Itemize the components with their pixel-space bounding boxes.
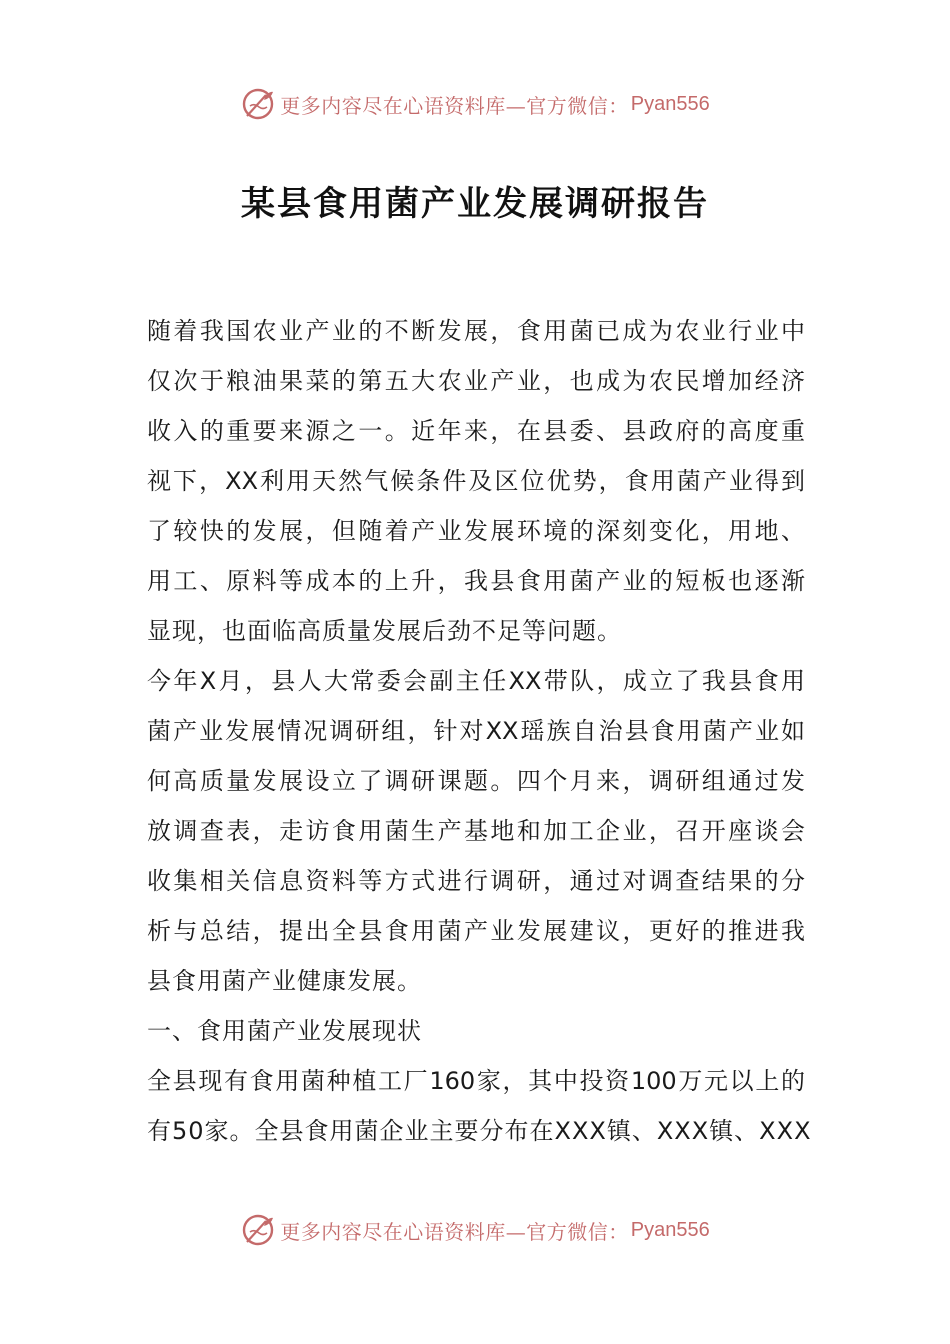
paragraph-line: 仅次于粮油果菜的第五大农业产业，也成为农民增加经济: [147, 367, 805, 395]
paragraph-line: 收集相关信息资料等方式进行调研，通过对调查结果的分: [147, 867, 805, 895]
quill-pen-logo-icon: [240, 1212, 276, 1248]
watermark-handle: Pyan556: [630, 92, 710, 115]
quill-pen-logo-icon: [240, 86, 276, 122]
paragraph-line: 今年X月，县人大常委会副主任XX带队，成立了我县食用: [147, 667, 805, 695]
paragraph-line: 随着我国农业产业的不断发展，食用菌已成为农业行业中: [147, 317, 805, 345]
watermark-text: 更多内容尽在心语资料库—官方微信：: [280, 1219, 629, 1244]
paragraph-line: 全县现有食用菌种植工厂160家，其中投资100万元以上的: [147, 1067, 805, 1095]
paragraph-line: 显现，也面临高质量发展后劲不足等问题。: [147, 617, 622, 645]
paragraph-line: 县食用菌产业健康发展。: [147, 967, 422, 995]
paragraph-line: 有50家。全县食用菌企业主要分布在XXX镇、XXX镇、XXX: [147, 1117, 812, 1145]
document-title: 某县食用菌产业发展调研报告: [241, 184, 709, 224]
watermark-text: 更多内容尽在心语资料库—官方微信：: [280, 93, 629, 118]
paragraph: [147, 1056, 812, 1156]
paragraph-line: 视下，XX利用天然气候条件及区位优势，食用菌产业得到: [147, 467, 805, 495]
paragraph-line: 菌产业发展情况调研组，针对XX瑶族自治县食用菌产业如: [147, 717, 805, 745]
paragraph-line: 用工、原料等成本的上升，我县食用菌产业的短板也逐渐: [147, 567, 805, 595]
paragraph: [147, 1006, 805, 1056]
paragraph-line: 了较快的发展，但随着产业发展环境的深刻变化，用地、: [147, 517, 805, 545]
paragraph-line: 析与总结，提出全县食用菌产业发展建议，更好的推进我: [147, 917, 805, 945]
watermark-handle: Pyan556: [630, 1218, 710, 1241]
document-body: [147, 306, 812, 1156]
header-watermark: [0, 84, 950, 124]
paragraph: [147, 656, 805, 1006]
paragraph: [147, 306, 805, 656]
paragraph-line: 一、食用菌产业发展现状: [147, 1017, 422, 1045]
paragraph-line: 何高质量发展设立了调研课题。四个月来，调研组通过发: [147, 767, 805, 795]
paragraph-line: 收入的重要来源之一。近年来，在县委、县政府的高度重: [147, 417, 805, 445]
paragraph-line: 放调查表，走访食用菌生产基地和加工企业，召开座谈会: [147, 817, 805, 845]
footer-watermark: [0, 1210, 950, 1250]
